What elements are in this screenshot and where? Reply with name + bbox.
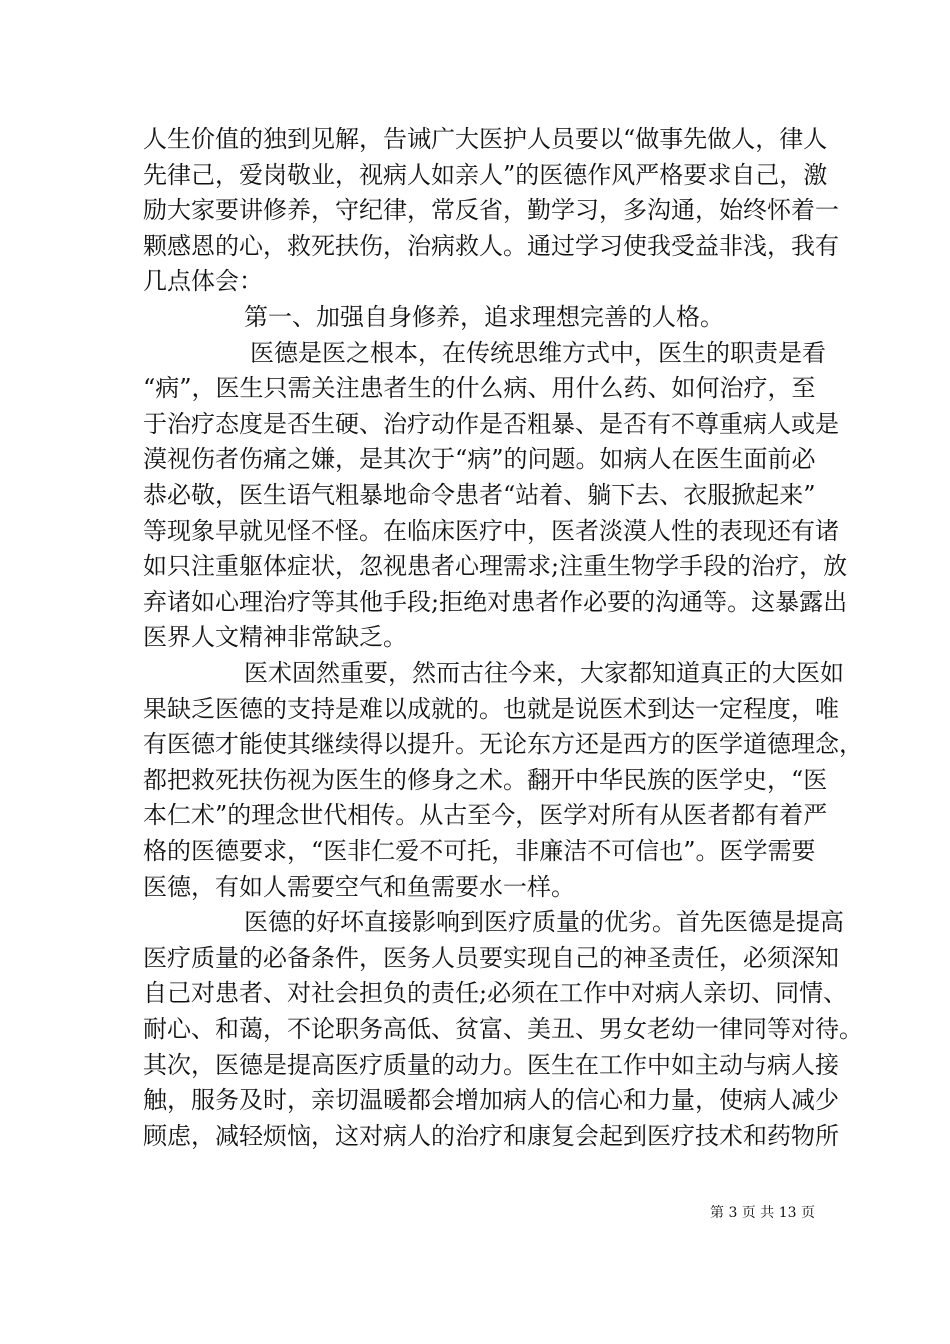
body-text-line: 其次，医德是提高医疗质量的动力。医生在工作中如主动与病人接: [143, 1051, 839, 1079]
body-text-line: 恭必敬，医生语气粗暴地命令患者“站着、躺下去、衣服掀起来”: [143, 481, 816, 509]
body-text-line: 几点体会：: [143, 267, 263, 295]
body-text-line: 弃诸如心理治疗等其他手段;拒绝对患者作必要的沟通等。这暴露出: [143, 588, 848, 616]
body-text-line: 医术固然重要，然而古往今来，大家都知道真正的大医如: [244, 659, 844, 687]
body-text-line: 励大家要讲修养，守纪律，常反省，勤学习，多沟通，始终怀着一: [143, 196, 839, 224]
body-text-line: 医界人文精神非常缺乏。: [143, 623, 407, 651]
section-heading: 第一、加强自身修养，追求理想完善的人格。: [244, 303, 724, 331]
body-text-line: 医德，有如人需要空气和鱼需要水一样。: [143, 873, 575, 901]
body-text-line: 等现象早就见怪不怪。在临床医疗中，医者淡漠人性的表现还有诸: [143, 517, 839, 545]
body-text-line: 有医德才能使其继续得以提升。无论东方还是西方的医学道德理念，: [143, 730, 863, 758]
body-text-line: 颗感恩的心，救死扶伤，治病救人。通过学习使我受益非浅，我有: [143, 232, 839, 260]
body-text-line: 如只注重躯体症状，忽视患者心理需求;注重生物学手段的治疗，放: [143, 552, 848, 580]
body-text-line: 医德是医之根本，在传统思维方式中，医生的职责是看: [250, 339, 826, 367]
body-text-line: 本仁术”的理念世代相传。从古至今，医学对所有从医者都有着严: [143, 801, 828, 829]
body-text-line: 先律己，爱岗敬业，视病人如亲人”的医德作风严格要求自己，激: [143, 161, 828, 189]
page-number-footer: 第 3 页 共 13 页: [710, 1205, 815, 1221]
body-text-line: 耐心、和蔼，不论职务高低、贫富、美丑、男女老幼一律同等对待。: [143, 1015, 863, 1043]
body-text-line: 顾虑，减轻烦恼，这对病人的治疗和康复会起到医疗技术和药物所: [143, 1122, 839, 1150]
body-text-line: 人生价值的独到见解，告诫广大医护人员要以“做事先做人，律人: [143, 125, 828, 153]
body-text-line: 果缺乏医德的支持是难以成就的。也就是说医术到达一定程度，唯: [143, 695, 839, 723]
body-text-line: 漠视伤者伤痛之嫌，是其次于“病”的问题。如病人在医生面前必: [143, 445, 816, 473]
body-text-line: 自己对患者、对社会担负的责任;必须在工作中对病人亲切、同情、: [143, 979, 848, 1007]
body-text-line: 医疗质量的必备条件，医务人员要实现自己的神圣责任，必须深知: [143, 944, 839, 972]
body-text-line: 触，服务及时，亲切温暖都会增加病人的信心和力量，使病人减少: [143, 1086, 839, 1114]
body-text-line: 都把救死扶伤视为医生的修身之术。翻开中华民族的医学史，“医: [143, 766, 828, 794]
body-text-line: “病”，医生只需关注患者生的什么病、用什么药、如何治疗，至: [143, 374, 816, 402]
body-text-line: 格的医德要求，“医非仁爱不可托，非廉洁不可信也”。医学需要: [143, 837, 816, 865]
body-text-line: 医德的好坏直接影响到医疗质量的优劣。首先医德是提高: [244, 908, 844, 936]
body-text-line: 于治疗态度是否生硬、治疗动作是否粗暴、是否有不尊重病人或是: [143, 410, 839, 438]
